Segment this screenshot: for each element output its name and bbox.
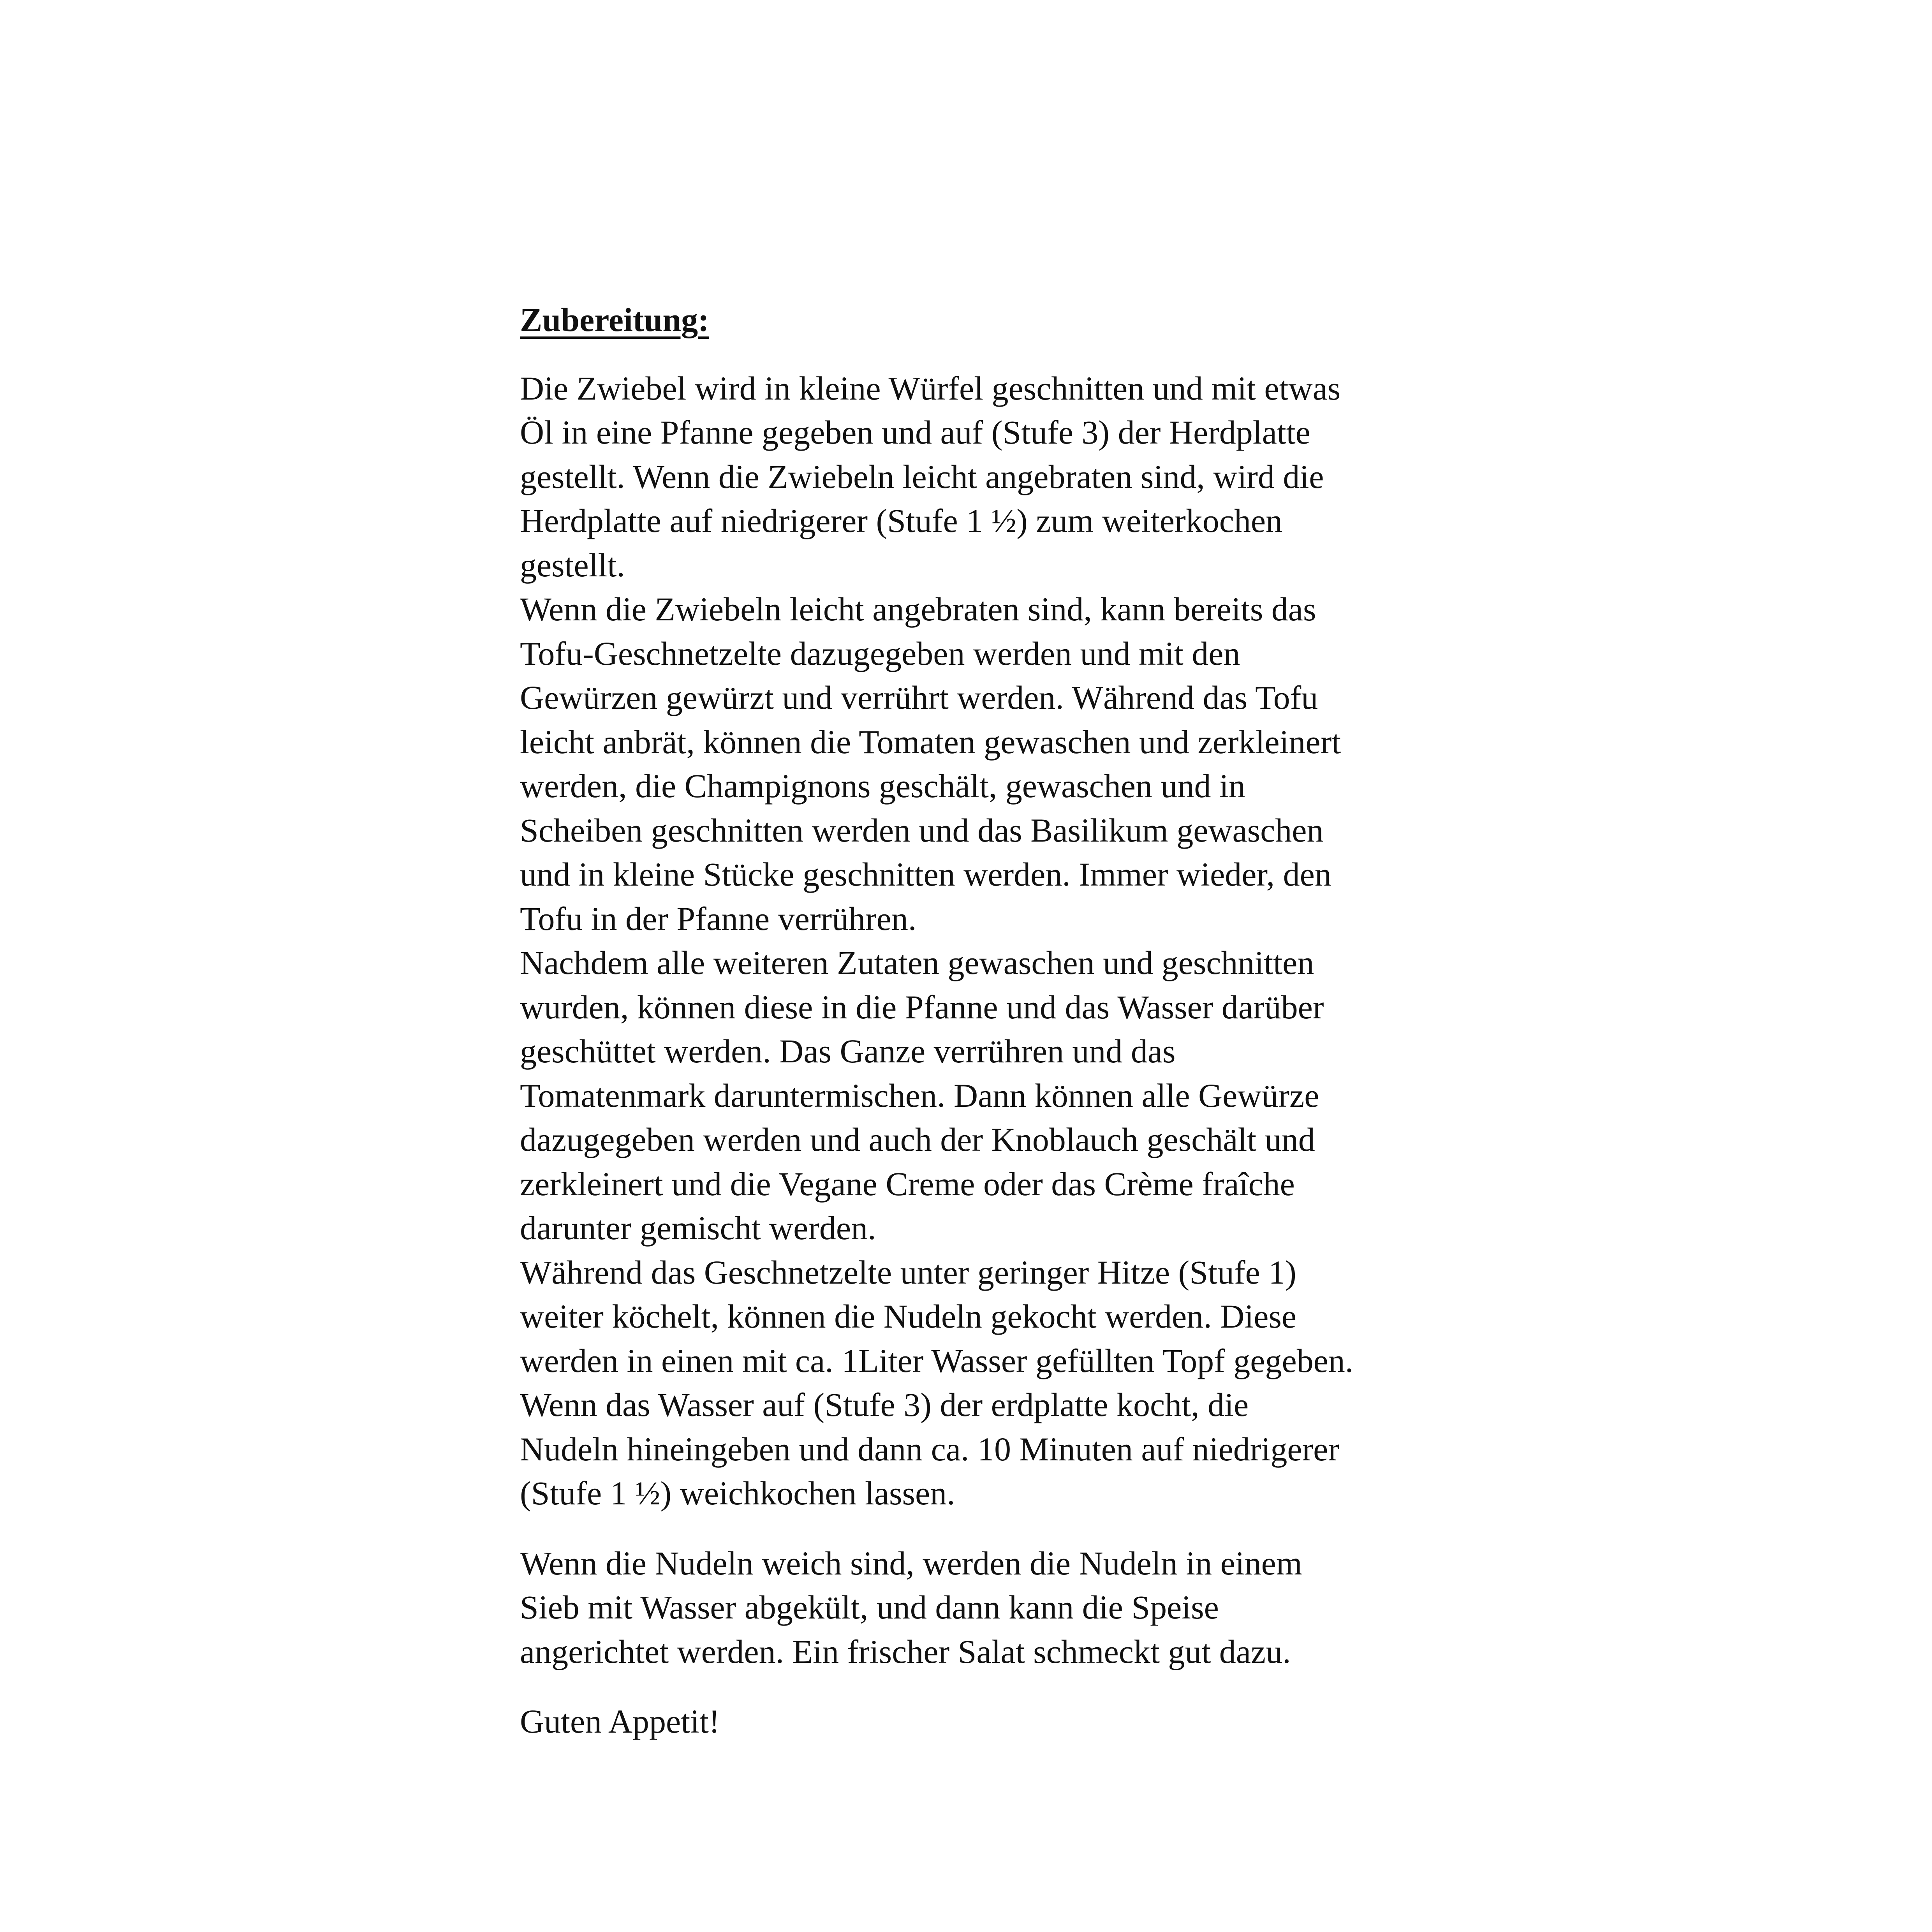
- serving-paragraph: [520, 1541, 1462, 1674]
- text-line: Scheiben geschnitten werden und das Basilikum gewaschen: [520, 811, 1324, 849]
- text-line: (Stufe 1 ½) weichkochen lassen.: [520, 1474, 955, 1512]
- text-line: Wenn das Wasser auf (Stufe 3) der erdplatte kocht, die: [520, 1386, 1249, 1423]
- section-heading: Zubereitung:: [520, 301, 709, 338]
- text-line: Herdplatte auf niedrigerer (Stufe 1 ½) zum weiterkochen: [520, 502, 1283, 539]
- text-line: Tofu in der Pfanne verrühren.: [520, 900, 917, 937]
- text-line: dazugegeben werden und auch der Knoblauch geschält und: [520, 1121, 1315, 1158]
- text-line: Öl in eine Pfanne gegeben und auf (Stufe 3) der Herdplatte: [520, 414, 1310, 451]
- spacer: [520, 342, 1462, 366]
- spacer: [520, 1674, 1462, 1700]
- text-line: werden, die Champignons geschält, gewaschen und in: [520, 767, 1245, 805]
- text-line: Wenn die Zwiebeln leicht angebraten sind, kann bereits das: [520, 590, 1316, 628]
- text-line: Sieb mit Wasser abgekült, und dann kann die Speise: [520, 1589, 1219, 1626]
- text-line: geschüttet werden. Das Ganze verrühren und das: [520, 1032, 1176, 1070]
- text-line: Tofu-Geschnetzelte dazugegeben werden und mit den: [520, 634, 1240, 672]
- text-line: Wenn die Nudeln weich sind, werden die Nudeln in einem: [520, 1544, 1302, 1582]
- recipe-text: [520, 298, 1462, 1744]
- text-line: angerichtet werden. Ein frischer Salat schmeckt gut dazu.: [520, 1633, 1291, 1670]
- text-line: werden in einen mit ca. 1Liter Wasser gefüllten Topf gegeben.: [520, 1342, 1354, 1379]
- text-line: Nachdem alle weiteren Zutaten gewaschen und geschnitten: [520, 944, 1314, 981]
- text-line: wurden, können diese in die Pfanne und das Wasser darüber: [520, 988, 1324, 1026]
- text-line: und in kleine Stücke geschnitten werden. Immer wieder, den: [520, 856, 1331, 893]
- spacer: [520, 1516, 1462, 1541]
- text-line: gestellt. Wenn die Zwiebeln leicht angebraten sind, wird die: [520, 458, 1324, 495]
- text-line: leicht anbrät, können die Tomaten gewaschen und zerkleinert: [520, 723, 1341, 761]
- preparation-paragraph-1: [520, 366, 1462, 1516]
- text-line: Gewürzen gewürzt und verrührt werden. Während das Tofu: [520, 679, 1318, 716]
- text-line: gestellt.: [520, 546, 625, 584]
- text-line: zerkleinert und die Vegane Creme oder das Crème fraîche: [520, 1165, 1295, 1203]
- text-line: weiter köchelt, können die Nudeln gekocht werden. Diese: [520, 1298, 1297, 1335]
- text-line: Tomatenmark daruntermischen. Dann können alle Gewürze: [520, 1076, 1319, 1114]
- text-line: Nudeln hineingeben und dann ca. 10 Minuten auf niedrigerer: [520, 1430, 1339, 1468]
- text-line: Die Zwiebel wird in kleine Würfel geschnitten und mit etwas: [520, 369, 1341, 407]
- closing-line: Guten Appetit!: [520, 1703, 720, 1740]
- text-line: Während das Geschnetzelte unter geringer Hitze (Stufe 1): [520, 1253, 1296, 1291]
- text-line: darunter gemischt werden.: [520, 1209, 876, 1247]
